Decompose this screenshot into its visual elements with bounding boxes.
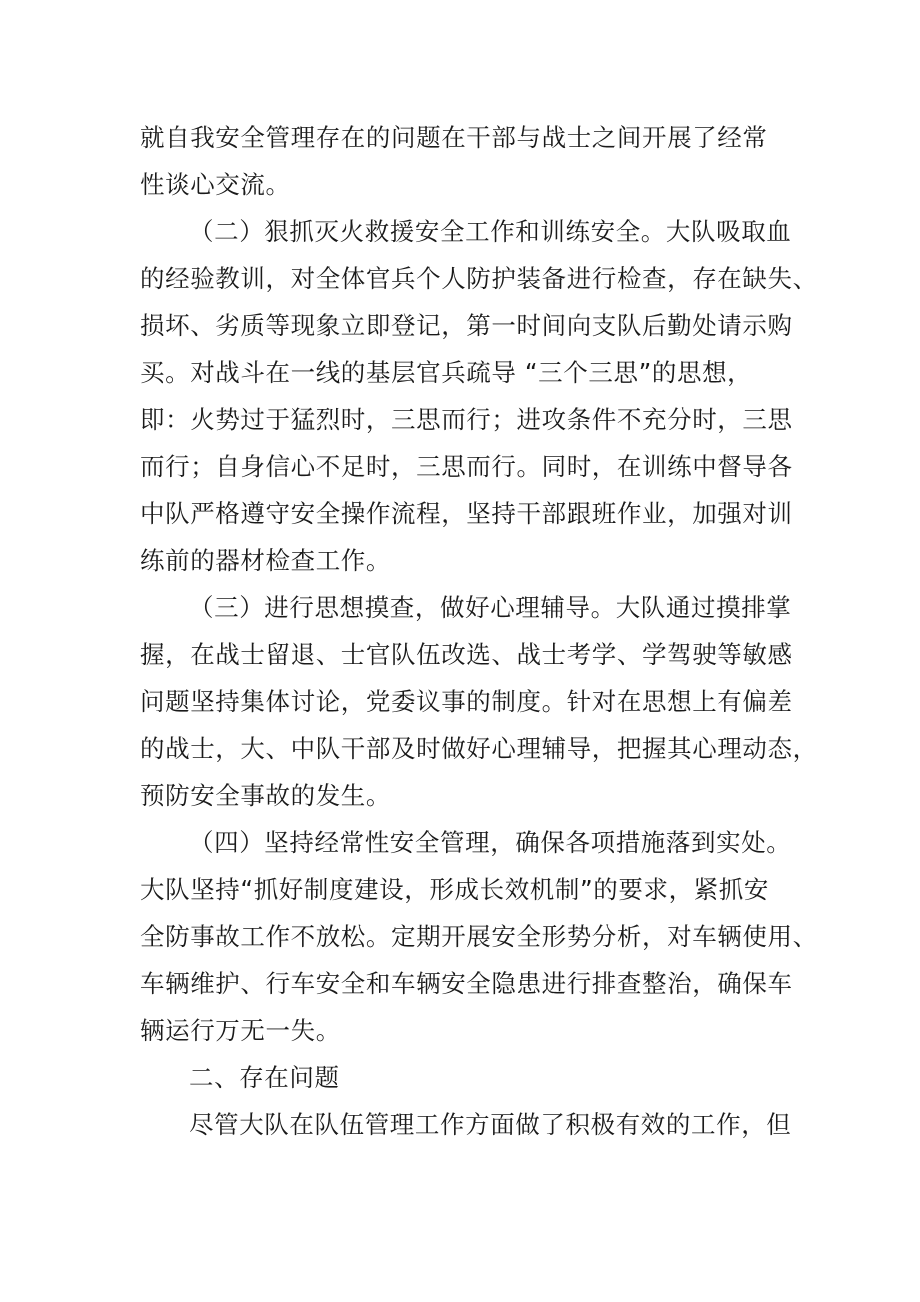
text-line: 中队严格遵守安全操作流程，坚持干部跟班作业，加强对训 [140, 499, 793, 528]
chapter-heading: 二、存在问题 [189, 1063, 340, 1092]
text-line: 辆运行万无一失。 [140, 1016, 341, 1045]
text-line: 大队坚持“抓好制度建设，形成长效机制”的要求，紧抓安 [140, 875, 769, 904]
section-heading-line: （三）进行思想摸查，做好心理辅导。大队通过摸排掌 [189, 593, 792, 622]
text-line: 全防事故工作不放松。定期开展安全形势分析，对车辆使用、 [140, 922, 818, 951]
text-line: 买。对战斗在一线的基层官兵疏导 “三个三思”的思想， [140, 358, 753, 387]
text-line: 问题坚持集体讨论，党委议事的制度。针对在思想上有偏差 [140, 687, 793, 716]
text-line: 练前的器材检查工作。 [140, 546, 391, 575]
text-line: 损坏、劣质等现象立即登记，第一时间向支队后勤处请示购 [140, 311, 793, 340]
text-line: 性谈心交流。 [140, 170, 291, 199]
text-line: 车辆维护、行车安全和车辆安全隐患进行排查整治，确保车 [140, 969, 793, 998]
document-body [140, 114, 818, 1148]
section-heading-line: （四）坚持经常性安全管理，确保各项措施落到实处。 [189, 828, 792, 857]
text-line: 的经验教训，对全体官兵个人防护装备进行检查，存在缺失、 [140, 264, 818, 293]
text-line: 握，在战士留退、士官队伍改选、战士考学、学驾驶等敏感 [140, 640, 793, 669]
text-line: 尽管大队在队伍管理工作方面做了积极有效的工作，但 [189, 1110, 792, 1139]
section-heading-line: （二）狠抓灭火救援安全工作和训练安全。大队吸取血 [189, 217, 792, 246]
text-line: 预防安全事故的发生。 [140, 781, 391, 810]
text-line: 的战士，大、中队干部及时做好心理辅导，把握其心理动态， [140, 734, 818, 763]
text-line: 就自我安全管理存在的问题在干部与战士之间开展了经常 [140, 123, 768, 152]
text-line: 而行；自身信心不足时，三思而行。同时，在训练中督导各 [140, 452, 793, 481]
text-line: 即：火势过于猛烈时，三思而行；进攻条件不充分时，三思 [140, 405, 793, 434]
